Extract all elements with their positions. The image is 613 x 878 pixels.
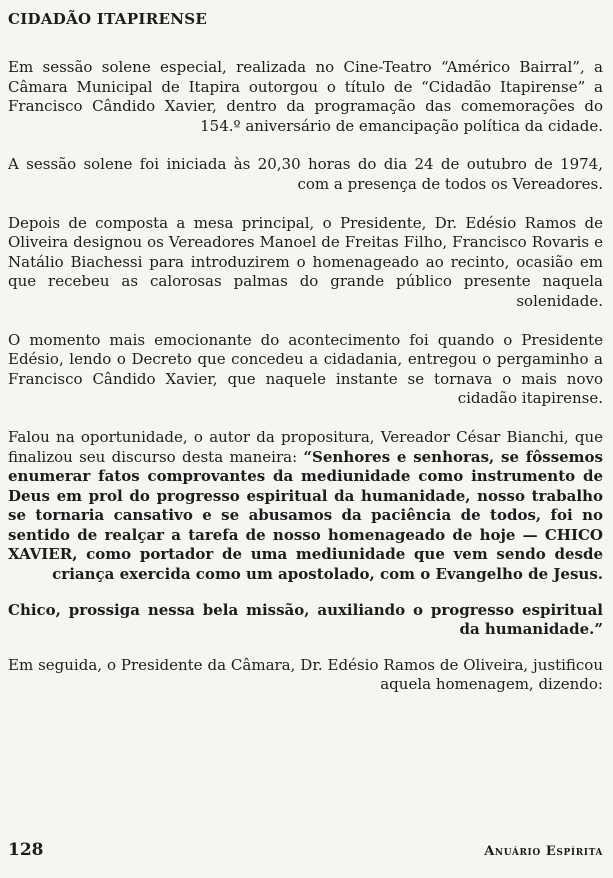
section-heading: CIDADÃO ITAPIRENSE [8,10,208,28]
paragraph-speech-closing: Chico, prossiga nessa bela missão, auxiliando o progresso espiritual da humanidade.” [8,600,603,639]
paragraph-president-justification: Em seguida, o Presidente da Câmara, Dr. Edésio Ramos de Oliveira, justificou aquela homenagem, dizendo: [8,655,603,694]
paragraph-main-table: Depois de composta a mesa principal, o Presidente, Dr. Edésio Ramos de Oliveira designou os Vereadores Manoel de Freitas Filho, Francisco Rovaris e Natálio Biachessi para introduzirem o homenageado ao recinto, ocasião em que recebeu as calorosas palmas do grande público presente naquela solenidade. [8,213,603,310]
paragraph-ceremony: Em sessão solene especial, realizada no Cine-Teatro “Américo Bairral”, a Câmara Municipal de Itapira outorgou o título de “Cidadão Itapirense” a Francisco Cândido Xavier, dentro da programação das comemorações do 154.º aniversário de emancipação política da cidade. [8,58,603,135]
speech-intro: Falou na oportunidade, o autor da propositura, Vereador César Bianchi, que finalizou seu discurso desta maneira: [8,427,603,466]
paragraph-emotional-moment: O momento mais emocionante do acontecimento foi quando o Presidente Edésio, lendo o Decreto que concedeu a cidadania, entregou o pergaminho a Francisco Cândido Xavier, que naquele instante se tornava o mais novo cidadão itapirense. [8,330,603,408]
page-footer [8,840,603,860]
paragraph-speech [8,428,603,585]
speech-quote: “Senhores e senhoras, se fôssemos enumerar fatos comprovantes da mediunidade como instrumento de Deus em prol do progresso espiritual da humanidade, nosso trabalho se tornaria cansativo e se abusamos da paciência de todos, foi no sentido de realçar a tarefa de nosso homenageado de hoje — CHICO XAVIER, como portador de uma mediunidade que vem sendo desde criança exercida como um apostolado, com o Evangelho de Jesus. [8,447,603,584]
publication-title: Anuário Espírita [484,844,603,859]
page-number: 128 [8,840,44,860]
paragraph-session-start: A sessão solene foi iniciada às 20,30 horas do dia 24 de outubro de 1974, com a presença de todos os Vereadores. [8,155,603,193]
